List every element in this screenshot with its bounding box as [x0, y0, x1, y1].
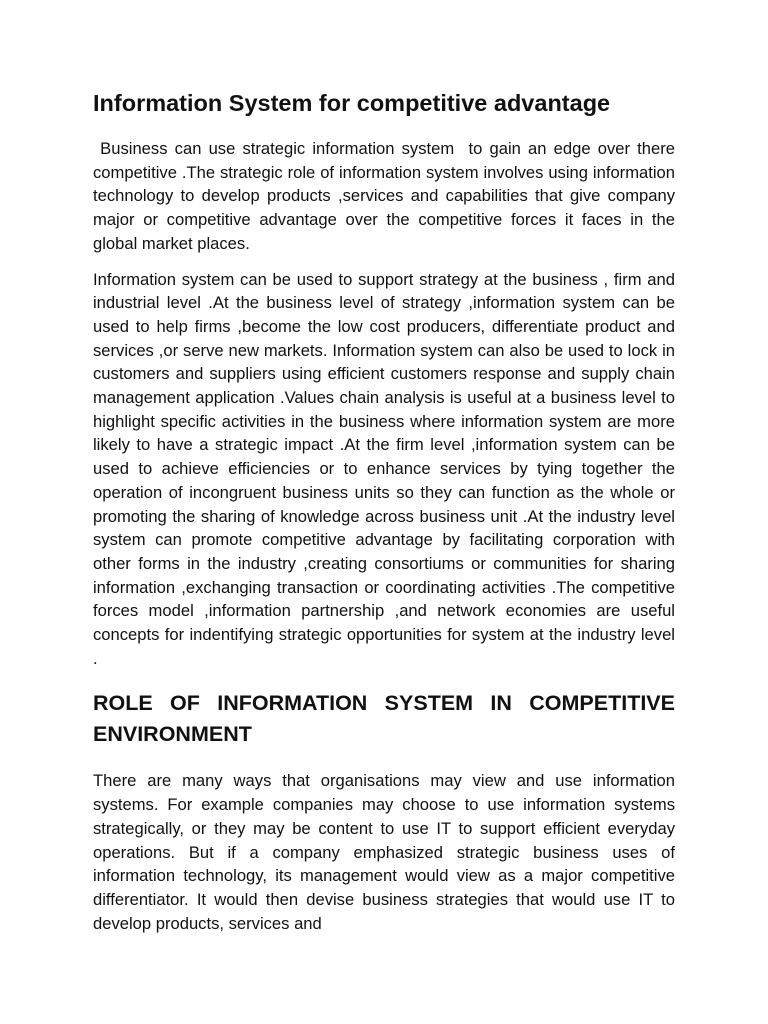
document-page — [93, 88, 680, 947]
strategy-paragraph: Information system can be used to support strategy at the business , firm and industrial level .At the business level of strategy ,information system can be used to help firms ,become the low cost producers, differentiate product and services ,or serve new markets. Information system can also be used to lock in customers and suppliers using efficient customers response and supply chain management application .Values chain analysis is useful at a business level to highlight specific activities in the business where information system are more likely to have a strategic impact .At the firm level ,information system can be used to achieve efficiencies or to enhance services by tying together the operation of incongruent business units so they can function as the whole or promoting the sharing of knowledge across business unit .At the industry level system can promote competitive advantage by facilitating corporation with other forms in the industry ,creating consortiums or communities for sharing information ,exchanging transaction or coordinating activities .The competitive forces model ,information partnership ,and network economies are useful concepts for indentifying strategic opportunities for system at the industry level . — [93, 269, 675, 668]
section-paragraph: There are many ways that organisations may view and use information systems. For example companies may choose to use information systems strategically, or they may be content to use IT to support efficient everyday operations. But if a company emphasized strategic business uses of information technology, its management would view as a major competitive differentiator. It would then devise business strategies that would use IT to develop products, services and — [93, 771, 675, 933]
intro-paragraph: Business can use strategic information system to gain an edge over there competitive .The strategic role of information system involves using information technology to develop products ,services and capabilities that give company major or competitive advantage over the competitive forces it faces in the global market places. — [93, 139, 680, 253]
section-heading: ROLE OF INFORMATION SYSTEM IN COMPETITIVE ENVIRONMENT — [93, 691, 675, 747]
document-title: Information System for competitive advantage — [93, 90, 611, 116]
